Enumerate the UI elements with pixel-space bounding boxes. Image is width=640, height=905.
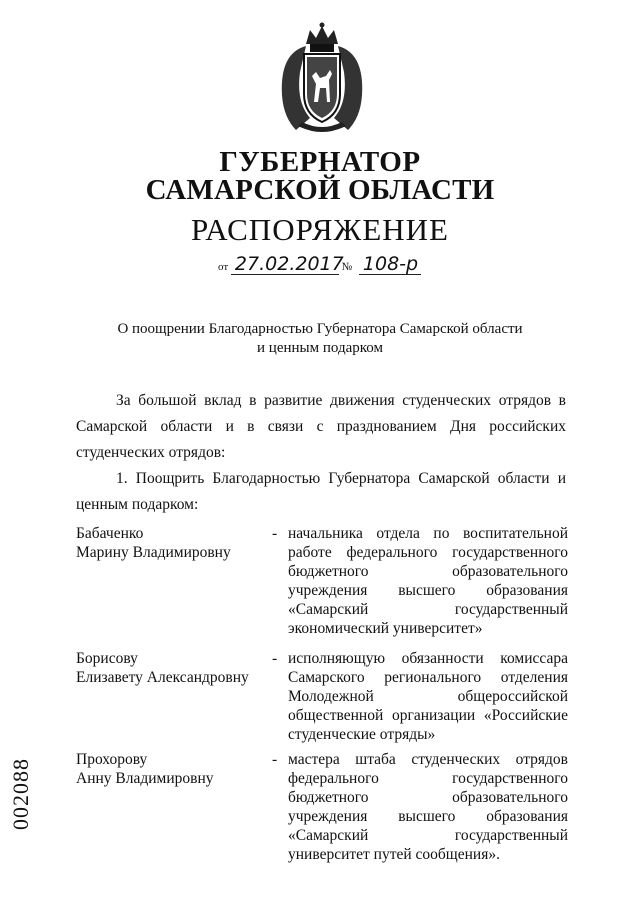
awardee-name <box>76 524 231 562</box>
awardee-description: исполняющую обязанности комиссара Самарского регионального отделения Молодежной общероссийской общественной организации «Российские студенческие отряды» <box>288 650 568 743</box>
point-1-paragraph: 1. Поощрить Благодарностью Губернатора Самарской области и ценным подарком: <box>76 470 566 513</box>
awardee-description: начальника отдела по воспитательной работе федерального государственного бюджетного образовательного учреждения высшего образования «Самарский государственный экономический университет» <box>288 525 568 637</box>
awardee-surname: Прохорову <box>76 751 148 768</box>
number-value: 108-р <box>359 254 421 275</box>
document-date-number <box>218 254 421 275</box>
awardee-given-names: Анну Владимировну <box>76 770 214 787</box>
awardee-given-names: Марину Владимировну <box>76 544 231 561</box>
governor-title: ГУБЕРНАТОР <box>219 146 421 178</box>
awardee-surname: Бабаченко <box>76 525 144 542</box>
number-label: № <box>341 261 353 273</box>
date-value: 27.02.2017 <box>231 254 339 275</box>
document-subject <box>0 320 640 358</box>
date-label: от <box>218 261 229 273</box>
dash: - <box>272 525 278 542</box>
subject-line-2: и ценным подарком <box>257 340 383 356</box>
awardee-name <box>76 750 214 788</box>
document-type: РАСПОРЯЖЕНИЕ <box>191 212 449 247</box>
subject-line-1: О поощрении Благодарностью Губернатора Самарской области <box>117 321 523 337</box>
margin-stamp-number: 002088 <box>8 758 33 830</box>
intro-paragraph: За большой вклад в развитие движения студенческих отрядов в Самарской области и в связи с празднованием Дня российских студенческих отрядов: <box>76 392 566 461</box>
coat-of-arms-icon <box>276 22 368 134</box>
awardee-description: мастера штаба студенческих отрядов федерального государственного бюджетного образовательного учреждения высшего образования «Самарский государственный университет путей сообщения». <box>288 751 568 863</box>
dash: - <box>272 650 278 667</box>
region-title: САМАРСКОЙ ОБЛАСТИ <box>145 174 495 206</box>
dash: - <box>272 751 278 768</box>
awardee-name <box>76 649 249 687</box>
awardee-given-names: Елизавету Александровну <box>76 669 249 686</box>
awardee-surname: Борисову <box>76 650 138 667</box>
